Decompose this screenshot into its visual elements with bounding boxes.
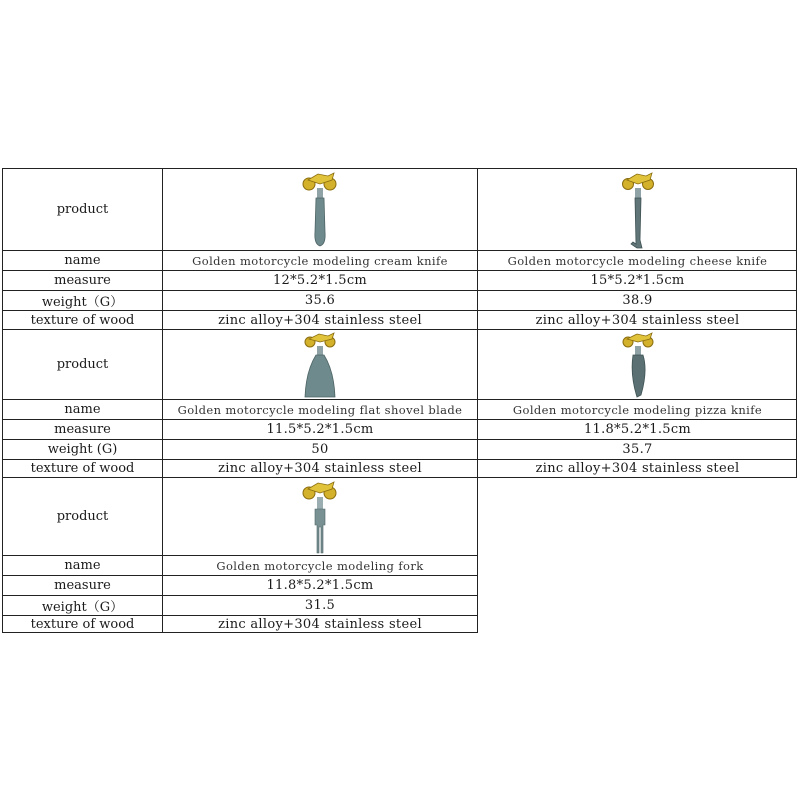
grid-line: [2, 555, 478, 556]
product-name: Golden motorcycle modeling fork: [216, 558, 424, 573]
texture-label: texture of wood: [30, 461, 135, 476]
grid-line: [2, 419, 797, 420]
product-texture: zinc alloy+304 stainless steel: [535, 312, 740, 328]
weight-label: weight（G）: [41, 600, 124, 615]
product-measure: 11.5*5.2*1.5cm: [266, 422, 374, 437]
product-label: product: [56, 202, 109, 217]
product-weight: 50: [311, 442, 329, 457]
grid-line: [2, 168, 3, 633]
grid-line: [2, 477, 797, 478]
gold-motorcycle-icon: [623, 333, 653, 347]
product-texture: zinc alloy+304 stainless steel: [218, 312, 422, 328]
product-weight: 38.9: [622, 293, 653, 308]
product-texture: zinc alloy+304 stainless steel: [218, 461, 422, 476]
name-label: name: [64, 558, 101, 573]
fork-icon: [290, 479, 350, 555]
product-name: Golden motorcycle modeling cream knife: [192, 253, 448, 268]
weight-label: weight（G）: [41, 295, 124, 310]
gold-motorcycle-icon: [303, 173, 336, 190]
grid-line: [2, 595, 478, 596]
product-texture: zinc alloy+304 stainless steel: [535, 461, 740, 476]
product-measure: 15*5.2*1.5cm: [590, 273, 685, 288]
weight-label: weight (G): [47, 442, 118, 457]
grid-line: [2, 459, 797, 460]
grid-line: [2, 615, 478, 616]
product-measure: 12*5.2*1.5cm: [272, 273, 368, 288]
grid-line: [2, 290, 797, 291]
grid-line: [2, 250, 797, 251]
grid-line: [2, 310, 797, 311]
grid-line: [162, 168, 163, 633]
grid-line: [2, 632, 478, 633]
flat-shovel-image: [163, 330, 477, 399]
grid-line: [796, 168, 797, 478]
texture-label: texture of wood: [30, 312, 135, 328]
grid-line: [2, 168, 797, 169]
product-weight: 35.6: [304, 293, 336, 308]
gold-motorcycle-icon: [303, 482, 336, 499]
gold-motorcycle-icon: [622, 173, 653, 190]
grid-line: [2, 329, 797, 330]
measure-label: measure: [54, 422, 111, 437]
grid-line: [2, 439, 797, 440]
product-texture: zinc alloy+304 stainless steel: [218, 616, 422, 632]
fork-image: [163, 478, 477, 555]
product-name: Golden motorcycle modeling cheese knife: [507, 253, 768, 268]
product-measure: 11.8*5.2*1.5cm: [583, 422, 692, 437]
flat-shovel-icon: [290, 331, 350, 399]
grid-line: [2, 399, 797, 400]
product-label: product: [56, 509, 109, 524]
name-label: name: [64, 402, 101, 417]
product-name: Golden motorcycle modeling flat shovel blade: [177, 402, 463, 417]
grid-line: [2, 270, 797, 271]
cream-knife-icon: [290, 170, 350, 250]
measure-label: measure: [54, 578, 111, 593]
cream-knife-image: [163, 169, 477, 250]
name-label: name: [64, 253, 101, 268]
grid-line: [477, 168, 478, 633]
texture-label: texture of wood: [30, 616, 135, 632]
product-weight: 31.5: [304, 598, 336, 613]
product-label: product: [56, 357, 109, 372]
pizza-knife-icon: [608, 331, 668, 399]
cheese-knife-icon: [608, 170, 668, 250]
product-name: Golden motorcycle modeling pizza knife: [512, 402, 763, 417]
product-measure: 11.8*5.2*1.5cm: [266, 578, 374, 593]
measure-label: measure: [54, 273, 111, 288]
pizza-knife-image: [479, 330, 796, 399]
cheese-knife-image: [479, 169, 796, 250]
grid-line: [2, 575, 478, 576]
gold-motorcycle-icon: [305, 333, 335, 347]
product-weight: 35.7: [622, 442, 653, 457]
